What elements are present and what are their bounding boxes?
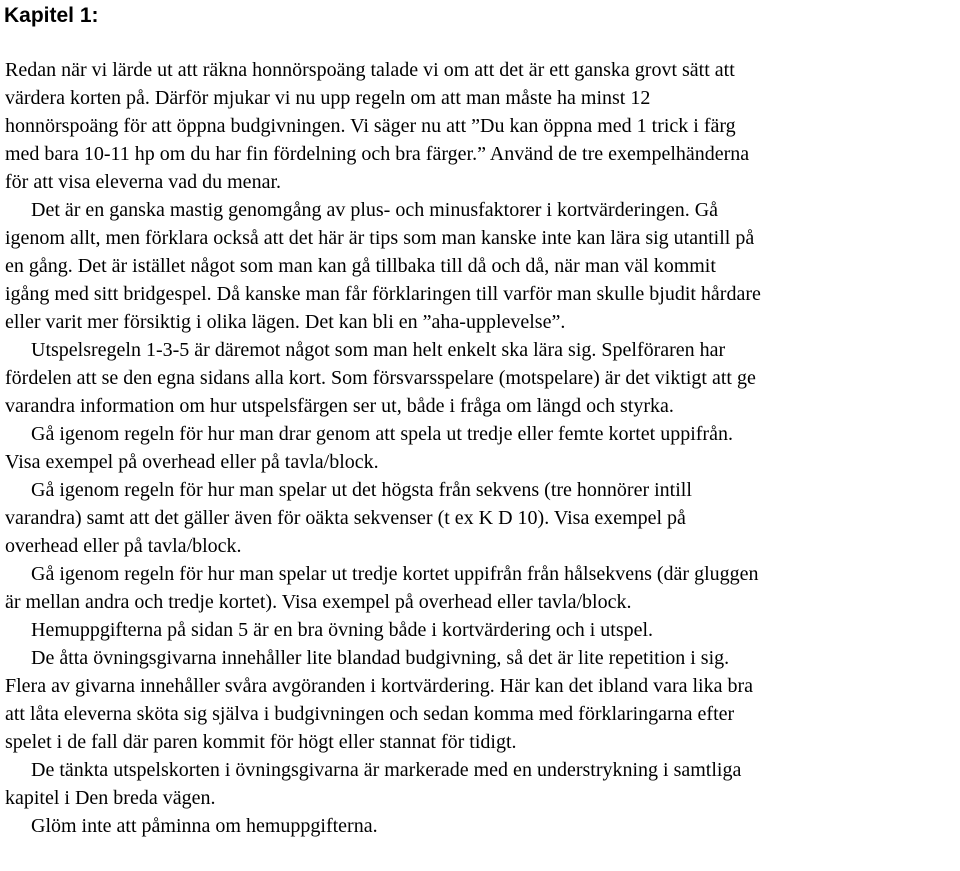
- text-line: igång med sitt bridgespel. Då kanske man får förklaringen till varför man skulle bjudit hårdare: [5, 283, 761, 305]
- text-line: är mellan andra och tredje kortet). Visa exempel på overhead eller tavla/block.: [5, 591, 632, 613]
- text-line: Gå igenom regeln för hur man spelar ut det högsta från sekvens (tre honnörer intill: [31, 479, 692, 501]
- text-line: eller varit mer försiktig i olika lägen. Det kan bli en ”aha-upplevelse”.: [5, 311, 566, 333]
- text-line: Gå igenom regeln för hur man drar genom att spela ut tredje eller femte kortet uppifrån.: [31, 423, 733, 445]
- text-line: igenom allt, men förklara också att det här är tips som man kanske inte kan lära sig utantill på: [5, 227, 755, 249]
- text-line: Hemuppgifterna på sidan 5 är en bra övning både i kortvärdering och i utspel.: [31, 619, 654, 641]
- text-line: honnörspoäng för att öppna budgivningen. Vi säger nu att ”Du kan öppna med 1 trick i färg: [5, 115, 736, 137]
- text-line: De tänkta utspelskorten i övningsgivarna är markerade med en understrykning i samtliga: [31, 759, 742, 781]
- text-line: Utspelsregeln 1-3-5 är däremot något som man helt enkelt ska lära sig. Spelföraren har: [31, 339, 726, 361]
- text-line: en gång. Det är istället något som man kan gå tillbaka till då och då, när man väl kommit: [5, 255, 716, 277]
- text-line: kapitel i Den breda vägen.: [5, 787, 216, 809]
- text-line: Flera av givarna innehåller svåra avgöranden i kortvärdering. Här kan det ibland vara lika bra: [5, 675, 754, 697]
- text-line: Glöm inte att påminna om hemuppgifterna.: [31, 815, 378, 837]
- chapter-heading: Kapitel 1:: [4, 4, 99, 27]
- text-line: Visa exempel på overhead eller på tavla/block.: [5, 451, 379, 473]
- text-line: att låta eleverna sköta sig själva i budgivningen och sedan komma med förklaringarna efter: [5, 703, 735, 725]
- text-line: varandra information om hur utspelsfärgen ser ut, både i fråga om längd och styrka.: [5, 395, 674, 417]
- text-line: fördelen att se den egna sidans alla kort. Som försvarsspelare (motspelare) är det viktigt att ge: [5, 367, 756, 389]
- text-line: Det är en ganska mastig genomgång av plus- och minusfaktorer i kortvärderingen. Gå: [31, 199, 719, 221]
- text-line: overhead eller på tavla/block.: [5, 535, 242, 557]
- text-line: Redan när vi lärde ut att räkna honnörspoäng talade vi om att det är ett ganska grovt sätt att: [5, 59, 735, 81]
- text-line: Gå igenom regeln för hur man spelar ut tredje kortet uppifrån från hålsekvens (där gluggen: [31, 563, 759, 585]
- text-line: spelet i de fall där paren kommit för högt eller stannat för tidigt.: [5, 731, 517, 753]
- text-line: varandra) samt att det gäller även för oäkta sekvenser (t ex K D 10). Visa exempel på: [5, 507, 686, 529]
- text-line: med bara 10-11 hp om du har fin fördelning och bra färger.” Använd de tre exempelhänderna: [5, 143, 750, 165]
- text-line: för att visa eleverna vad du menar.: [5, 171, 281, 193]
- text-line: De åtta övningsgivarna innehåller lite blandad budgivning, så det är lite repetition i sig.: [31, 647, 730, 669]
- text-line: värdera korten på. Därför mjukar vi nu upp regeln om att man måste ha minst 12: [5, 87, 651, 109]
